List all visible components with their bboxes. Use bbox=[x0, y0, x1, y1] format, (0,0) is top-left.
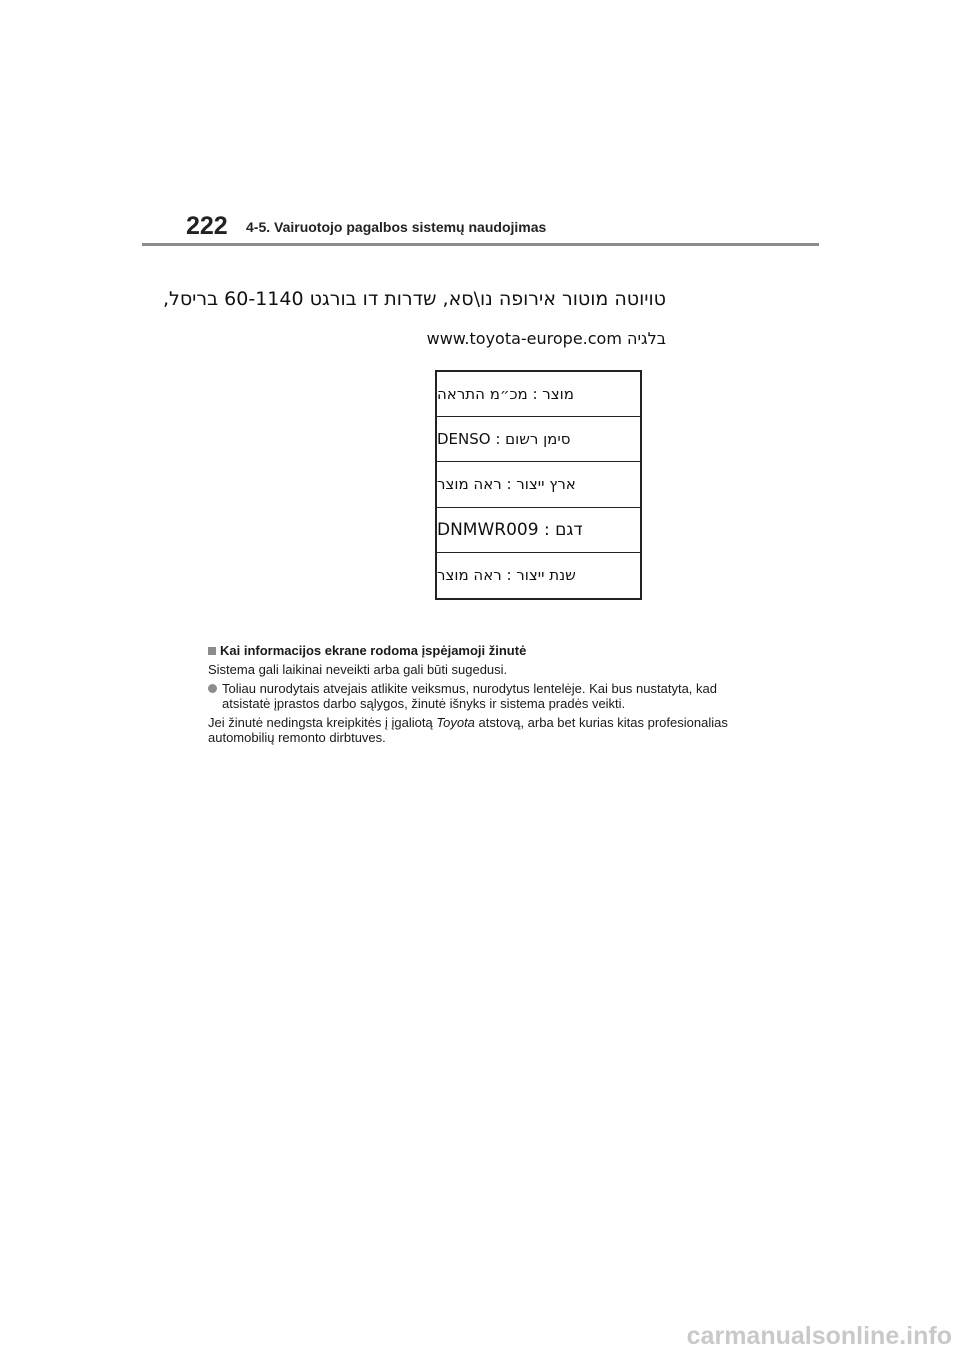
square-marker-icon bbox=[208, 647, 216, 655]
hebrew-website-line: בלגיה www.toyota-europe.com bbox=[426, 329, 666, 348]
section-heading-text: Kai informacijos ekrane rodoma įspėjamoji žinutė bbox=[220, 643, 527, 658]
label-row-year: שנת ייצור : ראה מוצר bbox=[437, 566, 576, 585]
bullet-text: Toliau nurodytais atvejais atlikite veiksmus, nurodytus lentelėje. Kai bus nustatyta, kad atsistatė įprastos darbo sąlygos, žinutė išnyks ir sistema pradės veikti. bbox=[222, 681, 717, 711]
label-row-brand: סימן רשום : DENSO bbox=[437, 417, 640, 462]
label-row-model: דגם : DNMWR009 bbox=[437, 508, 640, 553]
closing-text-end: atstovą, arba bet kurias kitas profesionalias automobilių remonto dirbtuves. bbox=[208, 715, 728, 745]
product-label-table bbox=[435, 370, 642, 600]
bullet-item bbox=[208, 681, 768, 711]
bullet-dot-icon bbox=[208, 684, 217, 693]
content-section bbox=[208, 643, 768, 749]
brand-name: Toyota bbox=[436, 715, 475, 730]
header-rule bbox=[142, 243, 819, 246]
hebrew-address-line: טויוטה מוטור אירופה נו\סא, שדרות דו בורגט 60-1140 בריסל, bbox=[163, 288, 666, 310]
label-row-origin: ארץ ייצור : ראה מוצר bbox=[437, 462, 640, 507]
closing-paragraph bbox=[208, 715, 768, 745]
closing-text-start: Jei žinutė nedingsta kreipkitės į įgaliotą bbox=[208, 715, 437, 730]
watermark: carmanualsonline.info bbox=[686, 1322, 952, 1350]
section-title: 4-5. Vairuotojo pagalbos sistemų naudojimas bbox=[246, 219, 547, 235]
page-number: 222 bbox=[186, 212, 228, 240]
label-row-product: מוצר : מכ״מ התראה bbox=[437, 372, 640, 417]
intro-paragraph: Sistema gali laikinai neveikti arba gali būti sugedusi. bbox=[208, 662, 508, 677]
section-heading bbox=[208, 643, 768, 658]
